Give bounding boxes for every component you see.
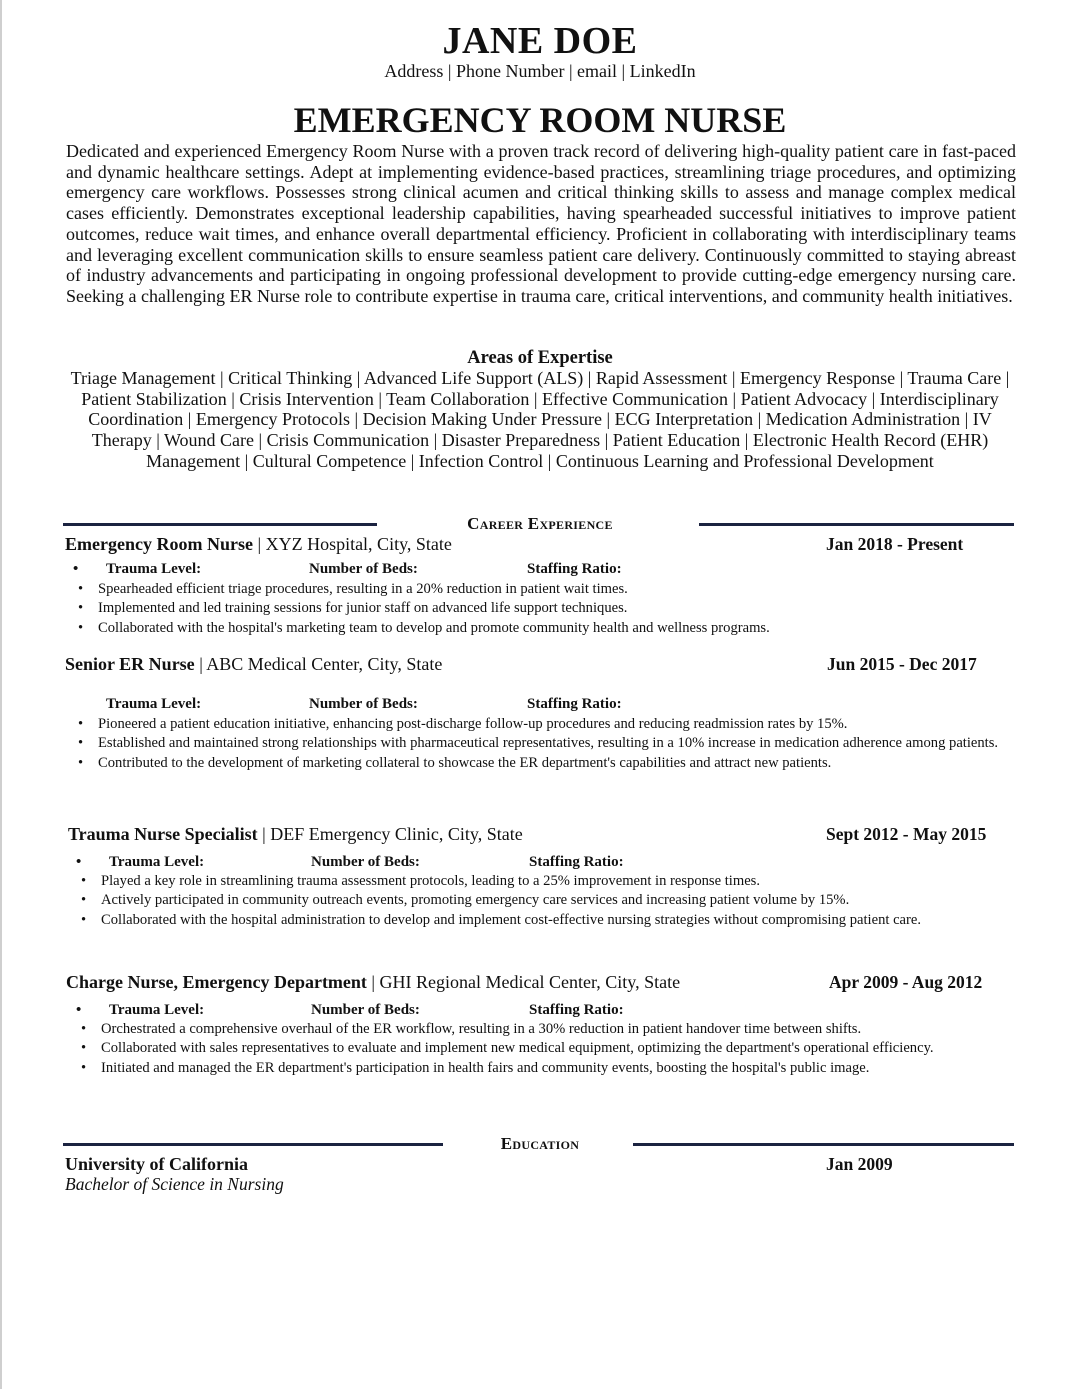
job-bullets	[70, 715, 1010, 773]
trauma-level-label: Trauma Level:	[109, 1002, 205, 1018]
job-meta: • Trauma Level: Number of Beds: Staffing Ratio:	[73, 561, 622, 577]
list-item: • Spearheaded efficient triage procedures, resulting in a 20% reduction in patient wait times.	[70, 580, 1020, 599]
job-employer: | ABC Medical Center, City, State	[194, 654, 443, 674]
degree: Bachelor of Science in Nursing	[65, 1174, 284, 1194]
bed-count-label: Number of Beds:	[311, 1002, 420, 1018]
job-title: Senior ER Nurse	[65, 654, 195, 674]
professional-summary: Dedicated and experienced Emergency Room Nurse with a proven track record of delivering high-quality patient care in fast-paced and dynamic healthcare settings. Adept at implementing evidence-based practices, streamlining triage procedures, and optimizing emergency care workflows. Possesses strong clinical acumen and critical thinking skills to assess and manage complex medical cases efficiently. Demonstrates exceptional leadership capabilities, having spearheaded successful initiatives to improve patient outcomes, reduce wait times, and enhance overall departmental efficiency. Proficient in collaborating with interdisciplinary teams and leveraging excellent communication skills to ensure seamless patient care delivery. Continuously committed to staying abreast of industry advancements and participating in ongoing professional development to provide cutting-edge emergency nursing care. Seeking a challenging ER Nurse role to contribute expertise in trauma care, critical interventions, and community health initiatives.	[66, 141, 1016, 306]
list-item: • Orchestrated a comprehensive overhaul of the ER workflow, resulting in a 30% reduction in patient handover time between shifts.	[73, 1020, 1028, 1039]
expertise-heading: Areas of Expertise	[467, 348, 613, 368]
staffing-ratio-label: Staffing Ratio:	[527, 561, 622, 577]
candidate-name: JANE DOE	[442, 20, 638, 62]
school-name: University of California	[65, 1154, 248, 1174]
list-item: • Established and maintained strong relationships with pharmaceutical representatives, resulting in a 10% increase in medication adherence among patients.	[70, 734, 1010, 753]
job-dates: Jan 2018 - Present	[826, 534, 964, 554]
job-header	[0, 971, 1080, 995]
expertise-list: Triage Management | Critical Thinking | Advanced Life Support (ALS) | Rapid Assessment | Emergency Response | Trauma Care | Patient Stabilization | Crisis Intervention | Team Collaboration | Effective Communication | Patient Advocacy | Interdisciplinary Coordination | Emergency Protocols | Decision Making Under Pressure | ECG Interpretation | Medication Administration | IV Therapy | Wound Care | Crisis Communication | Disaster Preparedness | Patient Education | Electronic Health Record (EHR) Management | Cultural Competence | Infection Control | Continuous Learning and Professional Development	[70, 368, 1010, 471]
job-bullets	[73, 1020, 1028, 1078]
list-item: • Implemented and led training sessions for junior staff on advanced life support techniques.	[70, 599, 1020, 618]
staffing-ratio-label: Staffing Ratio:	[527, 696, 622, 712]
career-heading: Career Experience	[467, 514, 613, 533]
list-item: • Actively participated in community outreach events, promoting emergency care services and increasing patient volume by 15%.	[73, 891, 1008, 910]
list-item: • Played a key role in streamlining trauma assessment protocols, leading to a 25% improvement in response times.	[73, 872, 1008, 891]
job-employer: | GHI Regional Medical Center, City, State	[366, 972, 681, 992]
job-meta	[0, 695, 1080, 715]
job-header	[0, 653, 1080, 677]
list-item: • Collaborated with sales representatives to evaluate and implement new medical equipment, optimizing the department's operational efficiency.	[73, 1039, 1028, 1058]
bed-count-label: Number of Beds:	[311, 854, 420, 870]
job-employer: | XYZ Hospital, City, State	[252, 534, 452, 554]
job-title: Emergency Room Nurse	[65, 534, 253, 554]
job-title: Trauma Nurse Specialist	[68, 824, 258, 844]
list-item: • Collaborated with the hospital's marketing team to develop and promote community health and wellness programs.	[70, 619, 1020, 638]
trauma-level-label: Trauma Level:	[106, 561, 202, 577]
trauma-level-label: Trauma Level:	[106, 696, 202, 712]
job-employer: | DEF Emergency Clinic, City, State	[257, 824, 523, 844]
job-bullets	[70, 580, 1020, 638]
list-item: • Collaborated with the hospital administration to develop and implement cost-effective nursing strategies without compromising patient care.	[73, 911, 1008, 930]
job-title: Charge Nurse, Emergency Department	[66, 972, 367, 992]
job-header	[0, 533, 1080, 557]
education-heading: Education	[500, 1134, 580, 1153]
staffing-ratio-label: Staffing Ratio:	[529, 1002, 624, 1018]
job-meta: • Trauma Level: Number of Beds: Staffing Ratio:	[76, 854, 624, 870]
job-dates: Apr 2009 - Aug 2012	[829, 972, 983, 992]
job-meta: • Trauma Level: Number of Beds: Staffing Ratio:	[76, 1002, 624, 1018]
job-dates: Sept 2012 - May 2015	[826, 824, 987, 844]
list-item: • Contributed to the development of marketing collateral to showcase the ER department's capabilities and attract new patients.	[70, 754, 1010, 773]
trauma-level-label: Trauma Level:	[109, 854, 205, 870]
list-item: • Initiated and managed the ER department's participation in health fairs and community events, boosting the hospital's public image.	[73, 1059, 1028, 1078]
bed-count-label: Number of Beds:	[309, 696, 418, 712]
bed-count-label: Number of Beds:	[309, 561, 418, 577]
job-dates: Jun 2015 - Dec 2017	[827, 654, 977, 674]
contact-line: Address | Phone Number | email | LinkedIn	[384, 61, 696, 81]
graduation-date: Jan 2009	[826, 1154, 893, 1174]
staffing-ratio-label: Staffing Ratio:	[529, 854, 624, 870]
list-item: • Pioneered a patient education initiative, enhancing post-discharge follow-up procedures and reducing readmission rates by 15%.	[70, 715, 1010, 734]
job-header	[0, 823, 1080, 847]
job-bullets	[73, 872, 1008, 930]
role-title: EMERGENCY ROOM NURSE	[293, 100, 787, 140]
